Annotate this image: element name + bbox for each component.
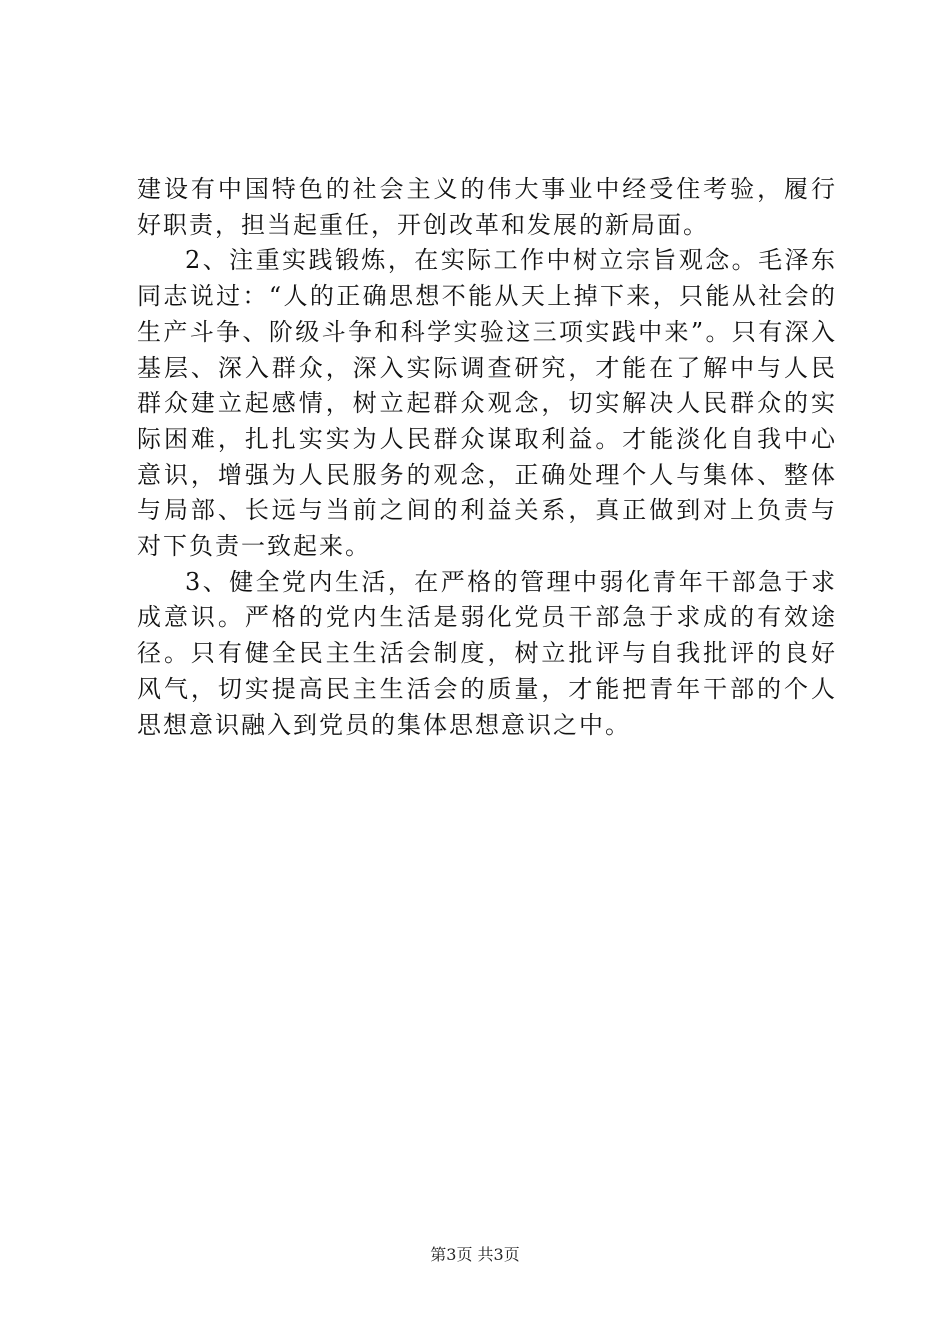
- paragraph-continuation: 建设有中国特色的社会主义的伟大事业中经受住考验，履行好职责，担当起重任，开创改革和发展的新局面。: [137, 175, 837, 239]
- paragraph-item-2: 2、注重实践锻炼，在实际工作中树立宗旨观念。毛泽东同志说过：“人的正确思想不能从天上掉下来，只能从社会的生产斗争、阶级斗争和科学实验这三项实践中来”。只有深入基层、深入群众，深入实际调查研究，才能在了解中与人民群众建立起感情，树立起群众观念，切实解决人民群众的实际困难，扎扎实实为人民群众谋取利益。才能淡化自我中心意识，增强为人民服务的观念，正确处理个人与集体、整体与局部、长远与当前之间的利益关系，真正做到对上负责与对下负责一致起来。: [137, 246, 837, 561]
- document-body: [137, 172, 837, 743]
- paragraph-item-3: 3、健全党内生活，在严格的管理中弱化青年干部急于求成意识。严格的党内生活是弱化党员干部急于求成的有效途径。只有健全民主生活会制度，树立批评与自我批评的良好风气，切实提高民主生活会的质量，才能把青年干部的个人思想意识融入到党员的集体思想意识之中。: [137, 567, 837, 739]
- page-footer: 第3页 共3页: [430, 1245, 520, 1264]
